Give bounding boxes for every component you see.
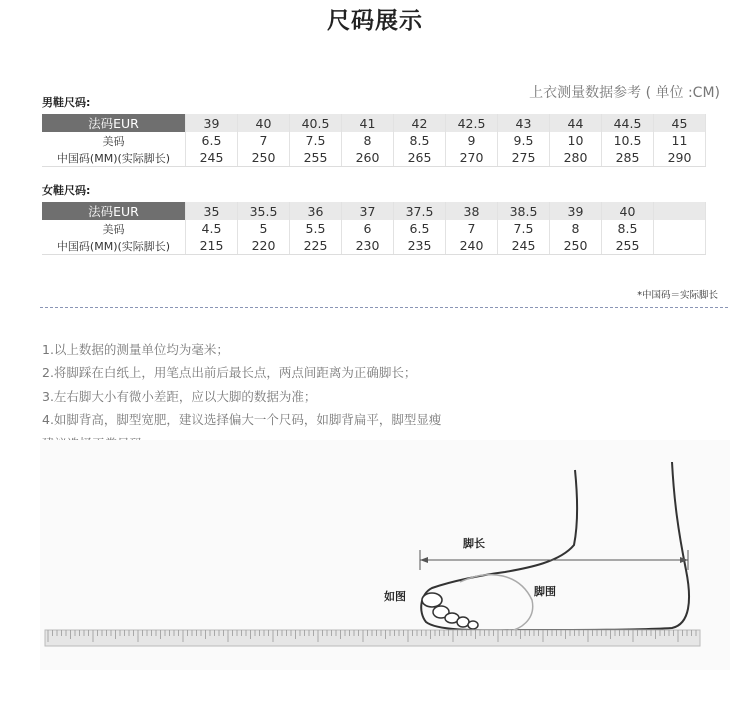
size-cell: 41 bbox=[342, 114, 394, 132]
size-cell: 42 bbox=[394, 114, 446, 132]
size-cell: 225 bbox=[290, 237, 342, 255]
row-header: 中国码(MM)(实际脚长) bbox=[42, 149, 186, 167]
size-cell: 35.5 bbox=[238, 202, 290, 220]
size-cell: 7.5 bbox=[498, 220, 550, 237]
size-cell: 215 bbox=[186, 237, 238, 255]
size-cell: 255 bbox=[290, 149, 342, 167]
size-cell: 40 bbox=[602, 202, 654, 220]
size-cell: 10 bbox=[550, 132, 602, 149]
size-cell: 35 bbox=[186, 202, 238, 220]
row-header: 中国码(MM)(实际脚长) bbox=[42, 237, 186, 255]
size-cell: 11 bbox=[654, 132, 706, 149]
size-cell: 7 bbox=[446, 220, 498, 237]
size-cell: 280 bbox=[550, 149, 602, 167]
size-cell: 265 bbox=[394, 149, 446, 167]
size-cell: 4.5 bbox=[186, 220, 238, 237]
size-cell: 230 bbox=[342, 237, 394, 255]
size-cell: 9 bbox=[446, 132, 498, 149]
size-cell: 9.5 bbox=[498, 132, 550, 149]
size-cell: 43 bbox=[498, 114, 550, 132]
size-cell: 245 bbox=[498, 237, 550, 255]
size-cell: 290 bbox=[654, 149, 706, 167]
size-cell: 270 bbox=[446, 149, 498, 167]
size-cell: 8.5 bbox=[394, 132, 446, 149]
size-cell: 38 bbox=[446, 202, 498, 220]
size-cell: 10.5 bbox=[602, 132, 654, 149]
size-cell: 255 bbox=[602, 237, 654, 255]
size-cell: 36 bbox=[290, 202, 342, 220]
notes-line: 4.如脚背高，脚型宽肥，建议选择偏大一个尺码，如脚背扁平，脚型显瘦 bbox=[42, 412, 442, 428]
size-cell: 260 bbox=[342, 149, 394, 167]
size-cell: 42.5 bbox=[446, 114, 498, 132]
size-cell: 40 bbox=[238, 114, 290, 132]
notes-line: 1.以上数据的测量单位均为毫米； bbox=[42, 342, 229, 357]
row-header: 美码 bbox=[42, 220, 186, 237]
size-cell: 6.5 bbox=[186, 132, 238, 149]
foot-girth-label: 脚围 bbox=[534, 585, 556, 598]
size-cell: 44.5 bbox=[602, 114, 654, 132]
size-cell: 220 bbox=[238, 237, 290, 255]
size-cell: 8 bbox=[550, 220, 602, 237]
men-size-label: 男鞋尺码: bbox=[42, 96, 91, 109]
size-cell: 5 bbox=[238, 220, 290, 237]
size-cell: 235 bbox=[394, 237, 446, 255]
toe-big bbox=[422, 593, 442, 607]
foot-length-label: 脚长 bbox=[463, 537, 485, 550]
toe-5 bbox=[468, 621, 478, 629]
size-cell: 8 bbox=[342, 132, 394, 149]
size-cell: 7 bbox=[238, 132, 290, 149]
size-cell: 8.5 bbox=[602, 220, 654, 237]
size-cell: 44 bbox=[550, 114, 602, 132]
example-label: 如图 bbox=[384, 590, 406, 603]
row-header: 法码EUR bbox=[42, 202, 186, 220]
size-cell: 40.5 bbox=[290, 114, 342, 132]
size-cell: 250 bbox=[238, 149, 290, 167]
size-cell: 37 bbox=[342, 202, 394, 220]
size-cell: 6.5 bbox=[394, 220, 446, 237]
size-cell: 6 bbox=[342, 220, 394, 237]
size-cell: 38.5 bbox=[498, 202, 550, 220]
page-title: 尺码展示 bbox=[327, 8, 423, 34]
unit-note: 上衣测量数据参考 ( 单位 :CM) bbox=[529, 85, 720, 101]
notes-line: 2.将脚踩在白纸上，用笔点出前后最长点，两点间距离为正确脚长； bbox=[42, 365, 417, 381]
size-footnote: *中国码＝实际脚长 bbox=[637, 290, 718, 301]
size-cell: 285 bbox=[602, 149, 654, 167]
size-cell: 45 bbox=[654, 114, 706, 132]
size-cell: 275 bbox=[498, 149, 550, 167]
women-size-label: 女鞋尺码: bbox=[42, 184, 91, 197]
size-cell: 37.5 bbox=[394, 202, 446, 220]
size-cell: 250 bbox=[550, 237, 602, 255]
toe-4 bbox=[457, 617, 469, 627]
size-cell: 240 bbox=[446, 237, 498, 255]
size-cell: 245 bbox=[186, 149, 238, 167]
row-header: 法码EUR bbox=[42, 114, 186, 132]
notes-line: 3.左右脚大小有微小差距，应以大脚的数据为准； bbox=[42, 388, 317, 404]
size-cell: 39 bbox=[550, 202, 602, 220]
size-cell: 5.5 bbox=[290, 220, 342, 237]
row-header: 美码 bbox=[42, 132, 186, 149]
size-cell: 7.5 bbox=[290, 132, 342, 149]
size-cell: 39 bbox=[186, 114, 238, 132]
